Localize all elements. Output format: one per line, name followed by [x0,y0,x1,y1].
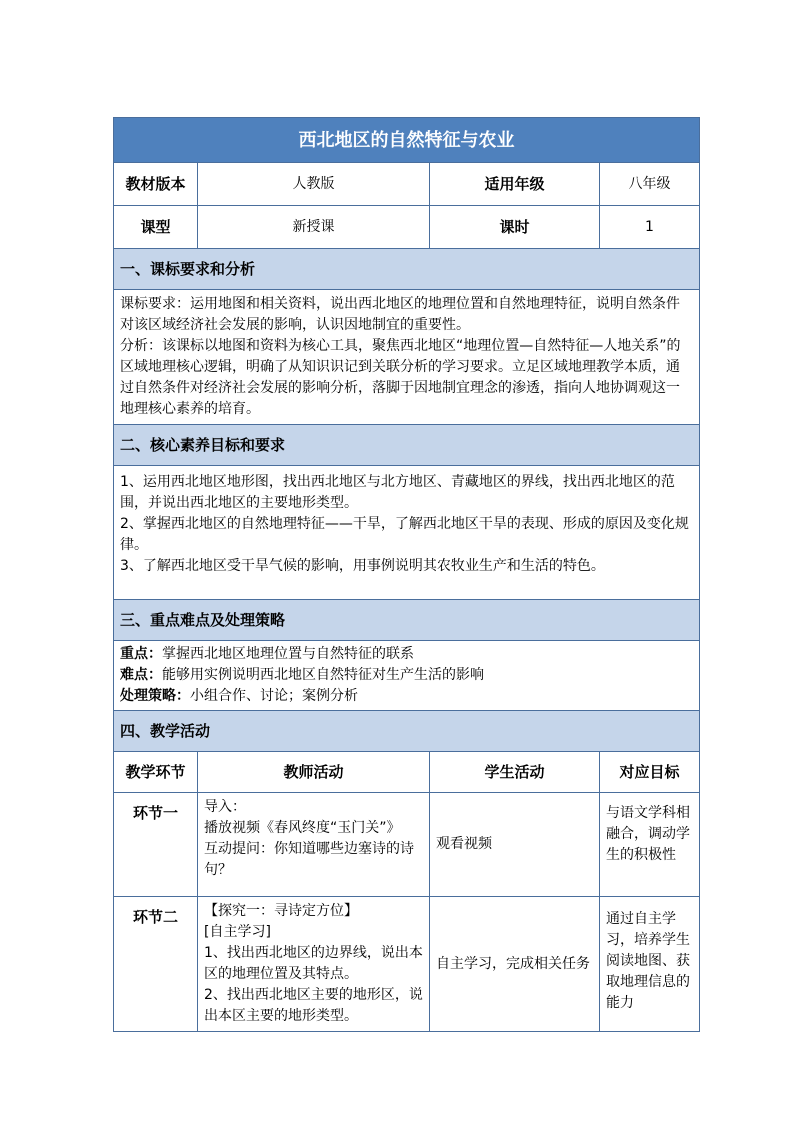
section1-heading: 一、课标要求和分析 [114,249,700,290]
col-teacher: 教师活动 [198,752,430,793]
teacher-line: [自主学习] [204,924,271,940]
strategy-text: 小组合作、讨论；案例分析 [190,688,358,704]
section4-header [114,711,700,752]
type-value: 新授课 [198,206,430,249]
edition-label: 教材版本 [114,163,198,206]
curriculum-analysis: 分析：该课标以地图和资料为核心工具，聚焦西北地区“地理位置—自然特征—人地关系”的区域地理核心逻辑，明确了从知识识记到关联分析的学习要求。立足区域地理教学本质，通过自然条件对经济社会发展的影响分析，落脚于因地制宜理念的渗透，指向人地协调观这一地理核心素养的培育。 [120,338,681,417]
difficulty-label: 难点： [120,667,162,683]
hours-label: 课时 [430,206,600,249]
activity-student: 观看视频 [430,793,600,897]
page-title: 西北地区的自然特征与农业 [114,118,700,163]
activity-step: 环节一 [114,793,198,897]
goal-3: 3、了解西北地区受干旱气候的影响，用事例说明其农牧业生产和生活的特色。 [120,558,605,574]
section2-heading: 二、核心素养目标和要求 [114,425,700,466]
activity-goal: 与语文学科相融合，调动学生的积极性 [600,793,700,897]
key-point [120,644,693,665]
activity-teacher [198,897,430,1032]
activity-step: 环节二 [114,897,198,1032]
goal-2: 2、掌握西北地区的自然地理特征——干旱，了解西北地区干旱的表现、形成的原因及变化规律。 [120,516,689,553]
section3-body [114,641,700,711]
activity-row [114,793,700,897]
activity-teacher [198,793,430,897]
section3-header [114,600,700,641]
section4-heading: 四、教学活动 [114,711,700,752]
strategy-label: 处理策略： [120,688,190,704]
lesson-plan-table [113,117,700,1032]
section1-header [114,249,700,290]
col-student: 学生活动 [430,752,600,793]
activity-header-row [114,752,700,793]
lesson-plan-page [113,117,699,1032]
section2-header [114,425,700,466]
title-row [114,118,700,163]
difficulty-text: 能够用实例说明西北地区自然特征对生产生活的影响 [162,667,484,683]
col-goal: 对应目标 [600,752,700,793]
section1-body [114,290,700,425]
teacher-line: 【探究一：寻诗定方位】 [204,903,358,919]
info-row-1 [114,163,700,206]
type-label: 课型 [114,206,198,249]
key-label: 重点： [120,646,162,662]
col-step: 教学环节 [114,752,198,793]
activity-row [114,897,700,1032]
teacher-line: 1、找出西北地区的边界线，说出本区的地理位置及其特点。 [204,945,423,982]
grade-label: 适用年级 [430,163,600,206]
activity-goal: 通过自主学习，培养学生阅读地图、获取地理信息的能力 [600,897,700,1032]
curriculum-requirement: 课标要求：运用地图和相关资料，说出西北地区的地理位置和自然地理特征，说明自然条件对该区域经济社会发展的影响，认识因地制宜的重要性。 [120,296,680,333]
strategy-point [120,686,693,707]
activity-student: 自主学习，完成相关任务 [430,897,600,1032]
grade-value: 八年级 [600,163,700,206]
goal-1: 1、运用西北地区地形图，找出西北地区与北方地区、青藏地区的界线，找出西北地区的范围，并说出西北地区的主要地形类型。 [120,474,675,511]
teacher-line: 2、找出西北地区主要的地形区，说出本区主要的地形类型。 [204,987,423,1024]
teacher-line: 播放视频《春风终度“玉门关”》 [204,820,401,836]
edition-value: 人教版 [198,163,430,206]
hours-value: 1 [600,206,700,249]
info-row-2 [114,206,700,249]
teacher-line: 导入： [204,799,246,815]
teacher-line: 互动提问：你知道哪些边塞诗的诗句？ [204,841,414,878]
section3-heading: 三、重点难点及处理策略 [114,600,700,641]
section2-body [114,466,700,600]
difficulty-point [120,665,693,686]
key-text: 掌握西北地区地理位置与自然特征的联系 [162,646,414,662]
